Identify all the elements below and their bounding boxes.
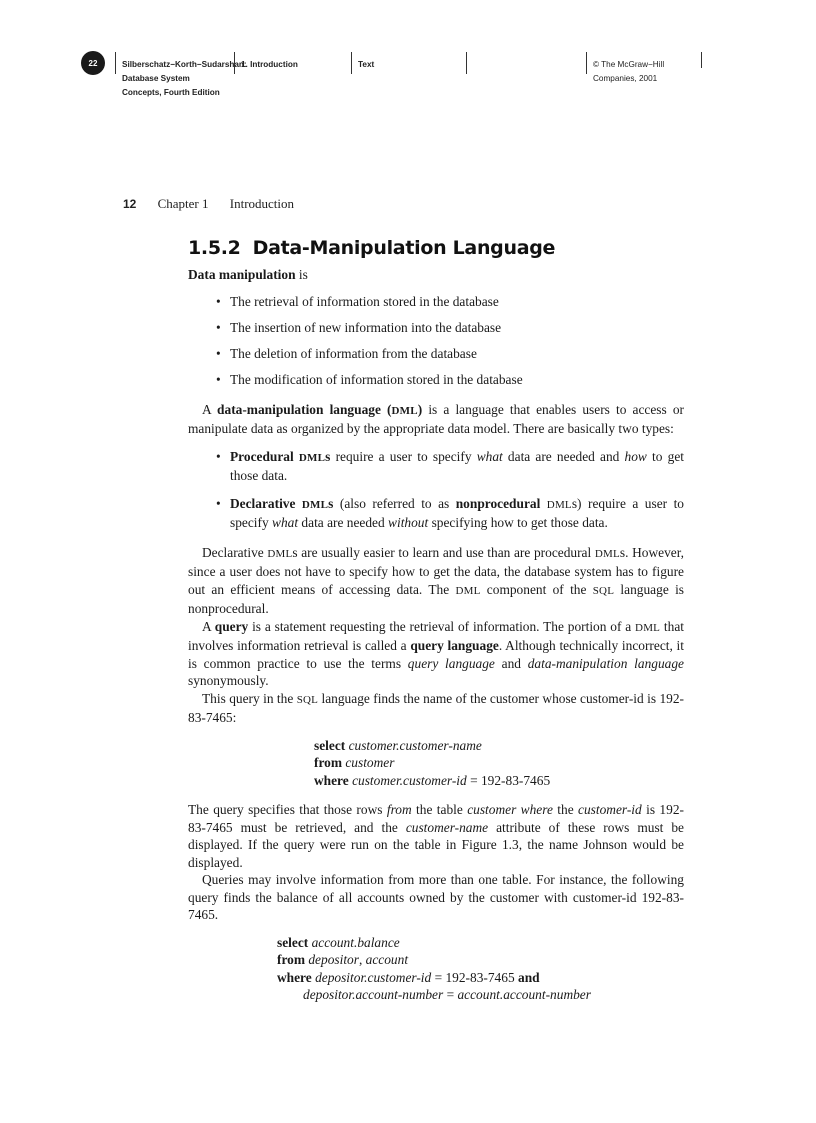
text-run: query language (407, 655, 495, 671)
list-item: • The retrieval of information stored in the database (216, 293, 684, 311)
text-run: is a statement requesting the retrieval of information. The portion of a (248, 618, 636, 634)
text-run: data are needed (298, 515, 389, 530)
text-run: select (314, 737, 346, 753)
text-run: depositor.customer-id (311, 969, 432, 985)
code-line (277, 934, 684, 952)
page-body (188, 237, 685, 1016)
running-chapter-label: Chapter 1 (157, 196, 209, 211)
page-badge: 22 (81, 51, 105, 75)
multi-table-paragraph: Queries may involve information from more than one table. For instance, the following query finds the balance of all accounts owned by the customer with customer-id 192-83-7465. (188, 872, 684, 922)
text-run: specifying how to get those data. (428, 515, 608, 530)
code-line (277, 951, 684, 969)
text-run: from (277, 952, 306, 967)
text-run: where (277, 969, 312, 985)
text-run: SQL (296, 693, 319, 706)
text-run: depositor (305, 952, 359, 967)
page-number: 12 (123, 197, 137, 211)
dml-term (217, 402, 422, 417)
text-run: A (202, 401, 218, 417)
text-run: is a language that enables users to access or manipulate data as organized by the appropriate data model. There are basically two types: (188, 401, 684, 436)
text-run: data-manipulation language (527, 655, 684, 671)
text-run: query (214, 618, 249, 634)
text-run: synonymously. (188, 673, 269, 688)
text-run: This query in the (202, 690, 297, 706)
code-line (314, 772, 684, 790)
chapter-label-text: 1. Introduction (241, 60, 298, 69)
code-line (277, 969, 684, 987)
text-run: s) require a user to specify (230, 495, 684, 530)
text-run: language finds the name of the customer whose customer-id is 192-83-7465: (188, 690, 684, 725)
text-run: customer-name (405, 819, 489, 835)
query-explanation-paragraph (188, 801, 684, 871)
copyright (586, 52, 665, 83)
sql-query-account-balance (188, 934, 684, 1004)
text-run: DML (594, 547, 620, 560)
text-run: nonprocedural (455, 495, 541, 511)
text-run: A (202, 618, 215, 634)
section-title: Data-Manipulation Language (252, 237, 556, 259)
declarative-paragraph (188, 544, 684, 618)
text-run: DML (391, 404, 418, 417)
running-chapter-title: Introduction (229, 196, 295, 211)
copyright-line2: Companies, 2001 (593, 74, 658, 83)
section-number: 1.5.2 (188, 237, 241, 259)
text-run: to get those data. (230, 448, 684, 483)
text-run: SQL (592, 584, 615, 597)
text-run: that involves information retrieval is called a (188, 618, 685, 653)
text-run: from (386, 802, 412, 817)
dml-types-list (216, 448, 684, 532)
text-run: DML (298, 451, 326, 464)
text-run: (also referred to as (333, 495, 456, 511)
dml-definition-paragraph (188, 401, 684, 438)
operations-list (216, 293, 684, 389)
text-run: data are needed and (502, 448, 625, 464)
text-run: account (365, 952, 409, 967)
text-run: ) (417, 401, 423, 417)
text-run: Procedural (230, 448, 299, 464)
text-run: DML (635, 621, 661, 634)
intro-paragraph (188, 266, 684, 284)
text-run: . Although technically incorrect, it is common practice to use the terms (188, 638, 684, 671)
list-item: • The insertion of new information into the database (216, 319, 684, 337)
text-run: DML (455, 584, 481, 597)
text-run: s (325, 448, 331, 464)
text-run: customer.customer-id (348, 772, 467, 788)
code-line (314, 737, 684, 755)
text-run: Declarative (230, 495, 302, 511)
header-end-rule (701, 52, 702, 68)
text-run: s (328, 495, 334, 511)
intro-rest: is (295, 266, 308, 282)
text-run: the table (411, 802, 468, 817)
text-run: from (314, 755, 343, 770)
text-run: customer.customer-name (345, 737, 482, 753)
text-run: attribute of these rows must be displayed. If the query were run on the table in Figure 1.3, the name Johnson would be displayed. (188, 819, 684, 870)
text-run: data-manipulation language ( (217, 401, 392, 417)
list-item: • The modification of information stored in the database (216, 371, 684, 389)
text-run: what (476, 448, 503, 464)
text-run: is 192-83-7465 must be retrieved, and the (188, 802, 684, 835)
header-blank-cell (466, 52, 473, 74)
text-run: and (518, 969, 540, 985)
chapter-label (234, 52, 298, 74)
text-run: customer (467, 802, 517, 817)
text-run: s. However, since a user does not have to specify how to get the data, the database system has to figure out an efficient means of accessing data. The (188, 544, 684, 597)
text-run: Declarative (202, 544, 268, 560)
sql-query-customer-name (188, 737, 684, 790)
text-run: customer-id (578, 802, 642, 817)
text-run: the (552, 802, 579, 817)
text-run: account.account-number (457, 987, 591, 1002)
text-run: , (358, 952, 366, 967)
text-run: s are usually easier to learn and use than are procedural (292, 544, 595, 560)
text-run: language is nonprocedural. (188, 581, 684, 616)
section-type (351, 52, 374, 74)
book-title-line1: Silberschatz−Korth−Sudarshan: (122, 60, 247, 69)
text-run: DML (546, 498, 572, 511)
text-run: require a user to specify (330, 448, 477, 464)
text-run: account.balance (308, 934, 400, 950)
copyright-line1: © The McGraw−Hill (593, 60, 665, 69)
text-run: where (314, 772, 349, 788)
text-run: query language (410, 638, 499, 653)
book-title-line3: Concepts, Fourth Edition (122, 88, 220, 97)
list-item-procedural (216, 448, 684, 485)
text-run: where (520, 802, 553, 817)
text-run: select (277, 934, 309, 950)
text-run: DML (301, 498, 329, 511)
text-run: and (494, 655, 528, 671)
text-run: = (443, 987, 458, 1002)
list-item-declarative (216, 495, 684, 532)
section-type-text: Text (358, 60, 375, 69)
book-title (115, 52, 247, 97)
intro-term: Data manipulation (188, 266, 296, 282)
text-run: without (388, 515, 429, 530)
text-run: customer (342, 755, 395, 770)
book-title-line2: Database System (122, 74, 190, 83)
sql-example-intro (188, 690, 684, 727)
section-heading (188, 237, 684, 259)
text-run: = 192-83-7465 (466, 772, 551, 788)
text-run: depositor.account-number (303, 987, 444, 1002)
text-run: how (624, 448, 647, 464)
text-run: DML (267, 547, 293, 560)
list-item: • The deletion of information from the database (216, 345, 684, 363)
text-run: component of the (480, 581, 593, 597)
code-line (314, 754, 684, 772)
query-paragraph (188, 618, 684, 690)
text-run: what (272, 515, 299, 530)
text-run: The query specifies that those rows (188, 802, 387, 817)
code-line (277, 986, 684, 1004)
text-run: = 192-83-7465 (431, 969, 518, 985)
running-head (123, 196, 294, 212)
